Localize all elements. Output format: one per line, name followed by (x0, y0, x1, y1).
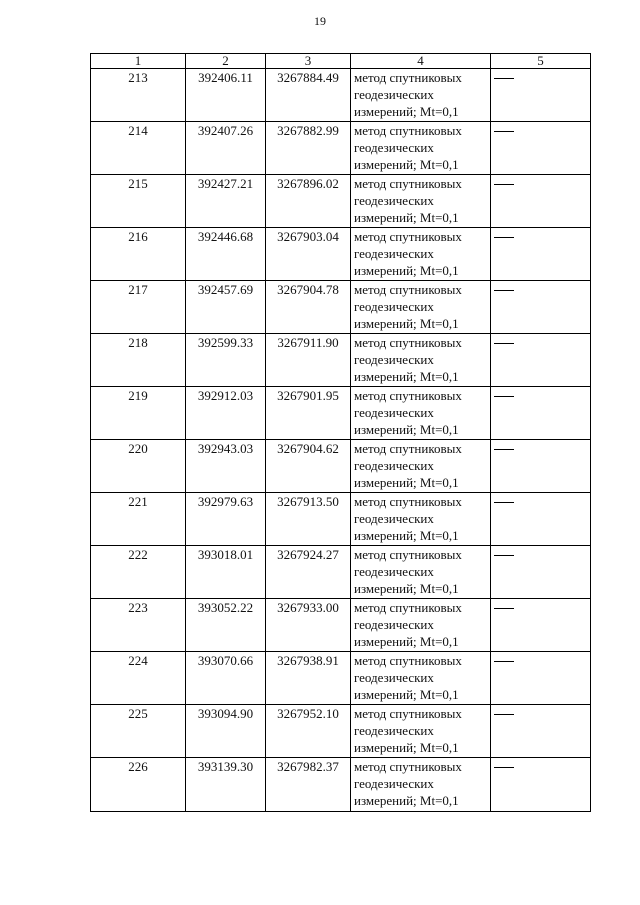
table-row (91, 493, 591, 546)
y-coordinate-cell: 3267911.90 (266, 334, 351, 387)
method-text-line: метод спутниковых (354, 653, 462, 668)
note-cell (491, 122, 591, 175)
table-body (91, 69, 591, 812)
table-row (91, 652, 591, 705)
note-cell (491, 599, 591, 652)
x-coordinate-cell: 393070.66 (186, 652, 266, 705)
method-text-line: геодезических (354, 458, 434, 473)
method-text-line: измерений; Mt=0,1 (354, 369, 459, 384)
method-text-line: геодезических (354, 405, 434, 420)
x-coordinate-cell: 393018.01 (186, 546, 266, 599)
method-text-line: метод спутниковых (354, 123, 462, 138)
point-number-cell: 214 (91, 122, 186, 175)
method-text-line: измерений; Mt=0,1 (354, 157, 459, 172)
table-row (91, 546, 591, 599)
dash-mark (494, 396, 514, 397)
note-cell (491, 705, 591, 758)
table-row (91, 281, 591, 334)
dash-mark (494, 502, 514, 503)
coordinates-table (90, 53, 591, 812)
y-coordinate-cell: 3267901.95 (266, 387, 351, 440)
method-text-line: измерений; Mt=0,1 (354, 475, 459, 490)
y-coordinate-cell: 3267924.27 (266, 546, 351, 599)
method-text-line: геодезических (354, 352, 434, 367)
dash-mark (494, 767, 514, 768)
dash-mark (494, 449, 514, 450)
method-text-line: измерений; Mt=0,1 (354, 740, 459, 755)
point-number-cell: 216 (91, 228, 186, 281)
method-cell (351, 69, 491, 122)
method-cell (351, 440, 491, 493)
method-text-line: метод спутниковых (354, 759, 462, 774)
dash-mark (494, 661, 514, 662)
note-cell (491, 758, 591, 812)
method-text-line: измерений; Mt=0,1 (354, 581, 459, 596)
dash-mark (494, 78, 514, 79)
dash-mark (494, 608, 514, 609)
dash-mark (494, 290, 514, 291)
method-cell (351, 281, 491, 334)
column-header-5: 5 (491, 54, 591, 69)
method-text-line: измерений; Mt=0,1 (354, 687, 459, 702)
note-cell (491, 334, 591, 387)
method-cell (351, 175, 491, 228)
y-coordinate-cell: 3267882.99 (266, 122, 351, 175)
dash-mark (494, 714, 514, 715)
x-coordinate-cell: 392446.68 (186, 228, 266, 281)
table-header-row (91, 54, 591, 69)
dash-mark (494, 184, 514, 185)
method-text-line: геодезических (354, 299, 434, 314)
method-cell (351, 122, 491, 175)
table-row (91, 440, 591, 493)
method-cell (351, 652, 491, 705)
x-coordinate-cell: 392457.69 (186, 281, 266, 334)
method-cell (351, 493, 491, 546)
x-coordinate-cell: 392427.21 (186, 175, 266, 228)
method-text-line: геодезических (354, 193, 434, 208)
x-coordinate-cell: 392979.63 (186, 493, 266, 546)
table-row (91, 758, 591, 812)
method-text-line: геодезических (354, 246, 434, 261)
column-header-2: 2 (186, 54, 266, 69)
point-number-cell: 220 (91, 440, 186, 493)
method-text-line: измерений; Mt=0,1 (354, 528, 459, 543)
method-text-line: измерений; Mt=0,1 (354, 104, 459, 119)
method-text-line: метод спутниковых (354, 706, 462, 721)
x-coordinate-cell: 392406.11 (186, 69, 266, 122)
y-coordinate-cell: 3267938.91 (266, 652, 351, 705)
y-coordinate-cell: 3267913.50 (266, 493, 351, 546)
table-row (91, 599, 591, 652)
point-number-cell: 221 (91, 493, 186, 546)
method-text-line: метод спутниковых (354, 494, 462, 509)
note-cell (491, 228, 591, 281)
method-cell (351, 599, 491, 652)
note-cell (491, 652, 591, 705)
note-cell (491, 440, 591, 493)
method-text-line: геодезических (354, 511, 434, 526)
method-text-line: измерений; Mt=0,1 (354, 263, 459, 278)
point-number-cell: 224 (91, 652, 186, 705)
method-text-line: метод спутниковых (354, 282, 462, 297)
method-text-line: геодезических (354, 776, 434, 791)
table-row (91, 122, 591, 175)
x-coordinate-cell: 392407.26 (186, 122, 266, 175)
point-number-cell: 226 (91, 758, 186, 812)
dash-mark (494, 131, 514, 132)
table-row (91, 705, 591, 758)
method-cell (351, 546, 491, 599)
dash-mark (494, 343, 514, 344)
point-number-cell: 219 (91, 387, 186, 440)
point-number-cell: 225 (91, 705, 186, 758)
method-text-line: измерений; Mt=0,1 (354, 634, 459, 649)
point-number-cell: 223 (91, 599, 186, 652)
note-cell (491, 281, 591, 334)
x-coordinate-cell: 393094.90 (186, 705, 266, 758)
method-text-line: метод спутниковых (354, 229, 462, 244)
note-cell (491, 546, 591, 599)
table-row (91, 175, 591, 228)
x-coordinate-cell: 393052.22 (186, 599, 266, 652)
method-text-line: геодезических (354, 140, 434, 155)
column-header-3: 3 (266, 54, 351, 69)
method-text-line: геодезических (354, 617, 434, 632)
method-text-line: геодезических (354, 564, 434, 579)
method-text-line: метод спутниковых (354, 600, 462, 615)
table-row (91, 228, 591, 281)
x-coordinate-cell: 392912.03 (186, 387, 266, 440)
point-number-cell: 213 (91, 69, 186, 122)
point-number-cell: 215 (91, 175, 186, 228)
x-coordinate-cell: 392943.03 (186, 440, 266, 493)
y-coordinate-cell: 3267952.10 (266, 705, 351, 758)
y-coordinate-cell: 3267903.04 (266, 228, 351, 281)
table-row (91, 69, 591, 122)
y-coordinate-cell: 3267982.37 (266, 758, 351, 812)
method-cell (351, 758, 491, 812)
method-cell (351, 387, 491, 440)
method-text-line: измерений; Mt=0,1 (354, 422, 459, 437)
method-cell (351, 228, 491, 281)
table-row (91, 334, 591, 387)
method-text-line: измерений; Mt=0,1 (354, 316, 459, 331)
y-coordinate-cell: 3267896.02 (266, 175, 351, 228)
point-number-cell: 222 (91, 546, 186, 599)
method-cell (351, 705, 491, 758)
y-coordinate-cell: 3267904.62 (266, 440, 351, 493)
method-text-line: измерений; Mt=0,1 (354, 793, 459, 808)
column-header-1: 1 (91, 54, 186, 69)
x-coordinate-cell: 393139.30 (186, 758, 266, 812)
table-row (91, 387, 591, 440)
method-text-line: метод спутниковых (354, 335, 462, 350)
note-cell (491, 175, 591, 228)
method-text-line: геодезических (354, 723, 434, 738)
x-coordinate-cell: 392599.33 (186, 334, 266, 387)
dash-mark (494, 237, 514, 238)
method-text-line: метод спутниковых (354, 176, 462, 191)
method-cell (351, 334, 491, 387)
dash-mark (494, 555, 514, 556)
page-number: 19 (314, 14, 326, 28)
note-cell (491, 493, 591, 546)
point-number-cell: 217 (91, 281, 186, 334)
y-coordinate-cell: 3267933.00 (266, 599, 351, 652)
method-text-line: геодезических (354, 87, 434, 102)
point-number-cell: 218 (91, 334, 186, 387)
method-text-line: метод спутниковых (354, 388, 462, 403)
method-text-line: измерений; Mt=0,1 (354, 210, 459, 225)
note-cell (491, 387, 591, 440)
note-cell (491, 69, 591, 122)
method-text-line: геодезических (354, 670, 434, 685)
y-coordinate-cell: 3267904.78 (266, 281, 351, 334)
method-text-line: метод спутниковых (354, 70, 462, 85)
method-text-line: метод спутниковых (354, 547, 462, 562)
y-coordinate-cell: 3267884.49 (266, 69, 351, 122)
column-header-4: 4 (351, 54, 491, 69)
method-text-line: метод спутниковых (354, 441, 462, 456)
